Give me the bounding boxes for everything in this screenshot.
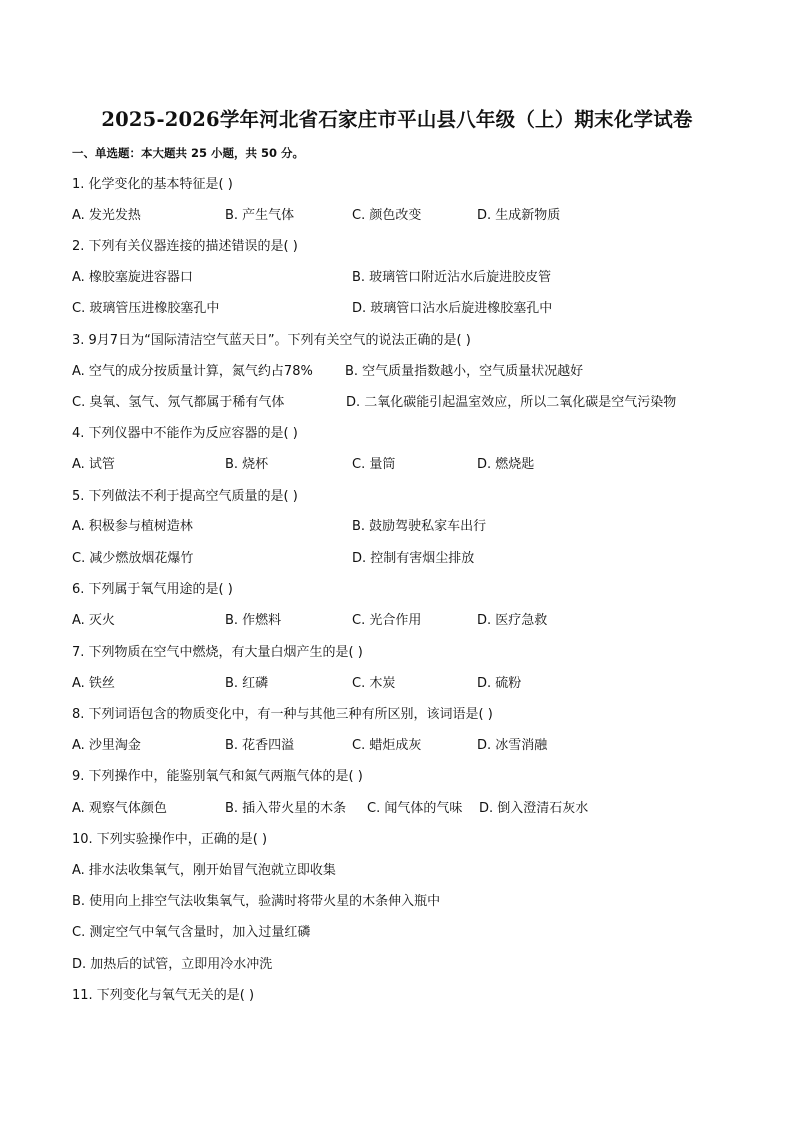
option-c: C. 量筒	[352, 457, 396, 472]
option-d: D. 医疗急救	[477, 613, 548, 628]
question-stem: 6. 下列属于氧气用途的是( )	[72, 582, 233, 597]
option-d: D. 控制有害烟尘排放	[352, 551, 475, 566]
question-stem: 9. 下列操作中，能鉴别氧气和氮气两瓶气体的是( )	[72, 769, 363, 784]
option-d: D. 冰雪消融	[477, 738, 548, 753]
question-stem: 3. 9月7日为“国际清洁空气蓝天日”。下列有关空气的说法正确的是( )	[72, 333, 471, 348]
option-d: D. 玻璃管口沾水后旋进橡胶塞孔中	[352, 301, 553, 316]
section-heading: 一、单选题：本大题共 25 小题，共 50 分。	[72, 146, 305, 160]
option-c: C. 测定空气中氧气含量时，加入过量红磷	[72, 925, 311, 940]
option-c: C. 蜡炬成灰	[352, 738, 422, 753]
option-a: A. 空气的成分按质量计算，氮气约占78%	[72, 364, 313, 379]
option-c: C. 木炭	[352, 676, 396, 691]
option-a: A. 发光发热	[72, 208, 141, 223]
option-a: A. 积极参与植树造林	[72, 519, 193, 534]
option-c: C. 玻璃管压进橡胶塞孔中	[72, 301, 220, 316]
option-a: A. 铁丝	[72, 676, 115, 691]
option-d: D. 硫粉	[477, 676, 522, 691]
option-b: B. 产生气体	[225, 208, 295, 223]
option-b: B. 插入带火星的木条	[225, 801, 347, 816]
option-d: D. 生成新物质	[477, 208, 561, 223]
option-a: A. 沙里淘金	[72, 738, 141, 753]
option-b: B. 鼓励驾驶私家车出行	[352, 519, 487, 534]
option-a: A. 橡胶塞旋进容器口	[72, 270, 193, 285]
question-stem: 5. 下列做法不利于提高空气质量的是( )	[72, 489, 298, 504]
question-stem: 1. 化学变化的基本特征是( )	[72, 177, 233, 192]
option-c: C. 光合作用	[352, 613, 422, 628]
option-c: C. 减少燃放烟花爆竹	[72, 551, 194, 566]
option-b: B. 空气质量指数越小，空气质量状况越好	[345, 364, 584, 379]
option-d: D. 二氧化碳能引起温室效应，所以二氧化碳是空气污染物	[346, 395, 677, 410]
option-a: A. 排水法收集氧气，刚开始冒气泡就立即收集	[72, 863, 336, 878]
option-b: B. 使用向上排空气法收集氧气，验满时将带火星的木条伸入瓶中	[72, 894, 441, 909]
option-b: B. 花香四溢	[225, 738, 295, 753]
question-stem: 4. 下列仪器中不能作为反应容器的是( )	[72, 426, 298, 441]
option-c: C. 臭氧、氢气、氖气都属于稀有气体	[72, 395, 285, 410]
option-d: D. 加热后的试管，立即用冷水冲洗	[72, 957, 273, 972]
option-b: B. 作燃料	[225, 613, 282, 628]
question-stem: 8. 下列词语包含的物质变化中，有一种与其他三种有所区别，该词语是( )	[72, 707, 493, 722]
option-d: D. 倒入澄清石灰水	[479, 801, 589, 816]
option-c: C. 闻气体的气味	[367, 801, 463, 816]
option-a: A. 试管	[72, 457, 115, 472]
option-c: C. 颜色改变	[352, 208, 422, 223]
option-b: B. 红磷	[225, 676, 269, 691]
question-stem: 11. 下列变化与氧气无关的是( )	[72, 988, 255, 1003]
option-a: A. 灭火	[72, 613, 115, 628]
page-title: 2025-2026学年河北省石家庄市平山县八年级（上）期末化学试卷	[101, 108, 693, 131]
option-b: B. 玻璃管口附近沾水后旋进胶皮管	[352, 270, 552, 285]
question-stem: 7. 下列物质在空气中燃烧，有大量白烟产生的是( )	[72, 645, 363, 660]
question-stem: 10. 下列实验操作中，正确的是( )	[72, 832, 268, 847]
option-d: D. 燃烧匙	[477, 457, 535, 472]
question-stem: 2. 下列有关仪器连接的描述错误的是( )	[72, 239, 298, 254]
option-b: B. 烧杯	[225, 457, 269, 472]
option-a: A. 观察气体颜色	[72, 801, 167, 816]
